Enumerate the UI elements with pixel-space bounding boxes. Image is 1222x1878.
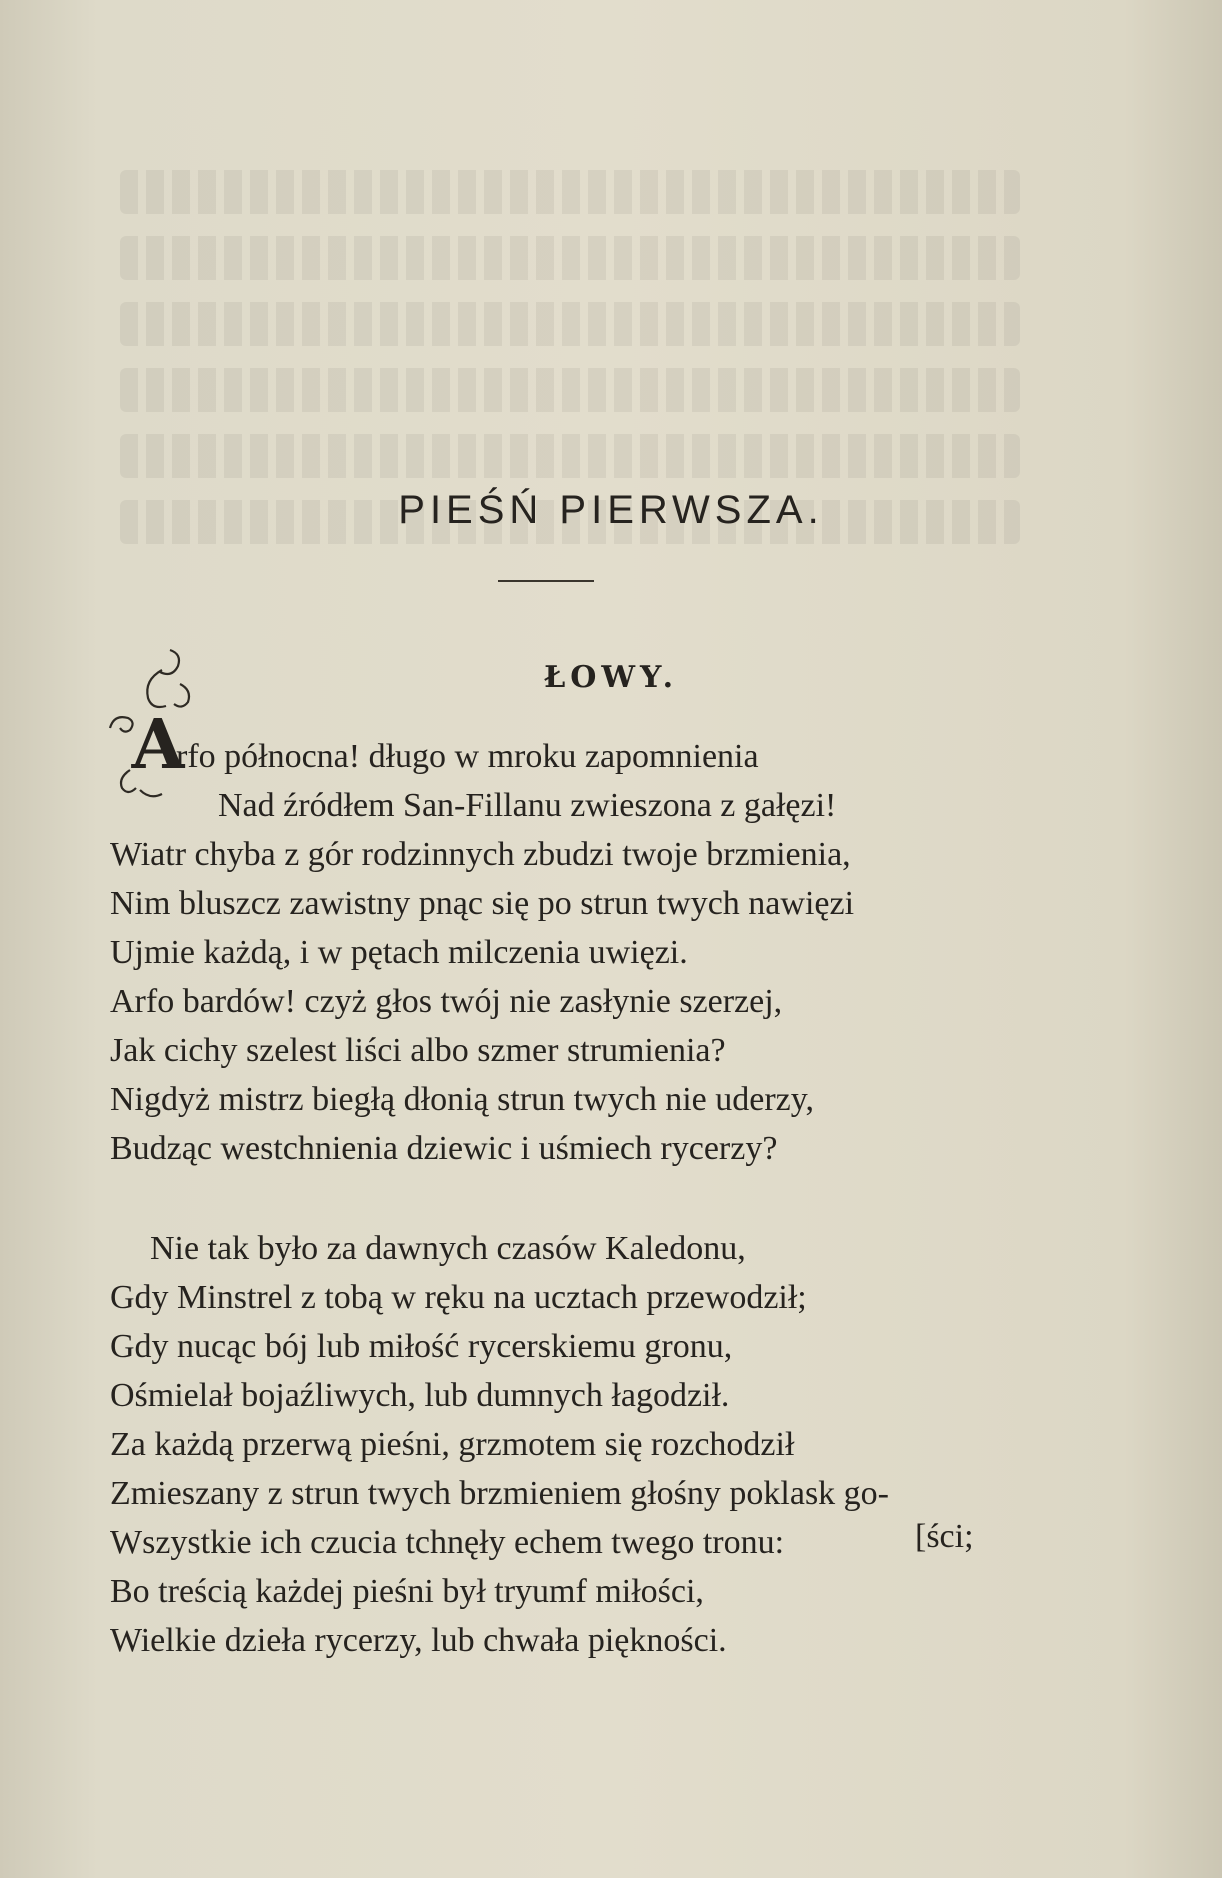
- verse-line: Za każdą przerwą pieśni, grzmotem się rozchodził: [110, 1426, 795, 1463]
- verse-line: Zmieszany z strun twych brzmieniem głośny poklask go-: [110, 1475, 889, 1512]
- verse-line: Nim bluszcz zawistny pnąc się po strun twych nawięzi: [110, 885, 855, 922]
- verse-line: Nie tak było za dawnych czasów Kaledonu,: [150, 1230, 746, 1267]
- stanza-1: [110, 732, 1010, 1173]
- verse-line: Ujmie każdą, i w pętach milczenia uwięzi.: [110, 934, 688, 971]
- verse-line: Gdy Minstrel z tobą w ręku na ucztach przewodził;: [110, 1279, 807, 1316]
- stanza-2: [110, 1224, 1010, 1665]
- verse-line: rfo północna! długo w mroku zapomnienia: [176, 738, 759, 775]
- verse-line: Wiatr chyba z gór rodzinnych zbudzi twoje brzmienia,: [110, 836, 851, 873]
- verse-line: Gdy nucąc bój lub miłość rycerskiemu gronu,: [110, 1328, 733, 1365]
- section-subheading: ŁOWY.: [543, 660, 679, 695]
- verse-line: Budząc westchnienia dziewic i uśmiech rycerzy?: [110, 1130, 778, 1167]
- heading-rule: [498, 580, 594, 582]
- verse-line: Jak cichy szelest liści albo szmer strumienia?: [110, 1032, 726, 1069]
- chapter-heading: PIEŚŃ PIERWSZA.: [398, 488, 824, 532]
- verse-line: Wszystkie ich czucia tchnęły echem twego tronu:: [110, 1524, 785, 1561]
- verse-line: Nigdyż mistrz biegłą dłonią strun twych nie uderzy,: [110, 1081, 815, 1118]
- verse-line: Arfo bardów! czyż głos twój nie zasłynie szerzej,: [110, 983, 783, 1020]
- turnover-text: [ści;: [915, 1518, 974, 1555]
- show-through-text: [120, 170, 1020, 600]
- initial-letter: A: [131, 705, 185, 785]
- verse-line: Nad źródłem San-Fillanu zwieszona z gałęzi!: [218, 787, 837, 824]
- verse-line: Ośmielał bojaźliwych, lub dumnych łagodził.: [110, 1377, 730, 1414]
- verse-line: Bo treścią każdej pieśni był tryumf miłości,: [110, 1573, 704, 1610]
- verse-line: Wielkie dzieła rycerzy, lub chwała piękności.: [110, 1622, 727, 1659]
